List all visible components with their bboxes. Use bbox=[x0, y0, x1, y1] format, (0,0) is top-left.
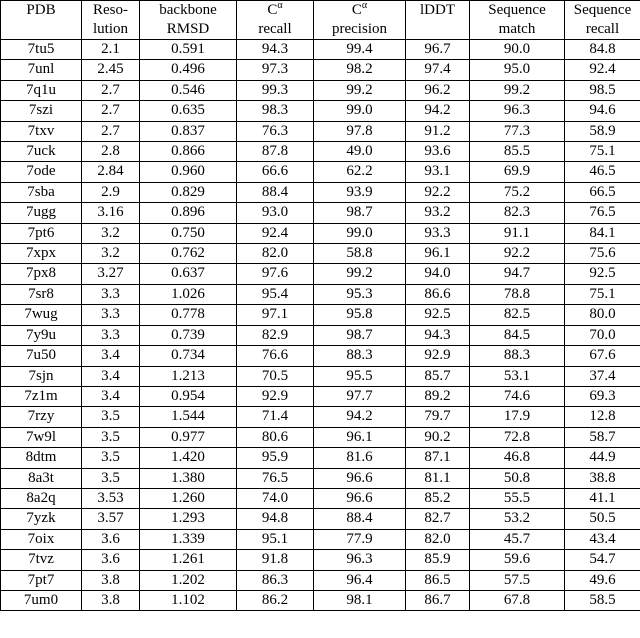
table-row bbox=[1, 488, 640, 508]
table-row bbox=[1, 590, 640, 610]
table-cell: 3.2 bbox=[82, 244, 140, 264]
table-cell: 85.7 bbox=[406, 366, 470, 386]
table-cell: 7unl bbox=[1, 60, 82, 80]
table-cell: 3.27 bbox=[82, 264, 140, 284]
table-cell: 84.1 bbox=[565, 223, 640, 243]
column-header-line2: precision bbox=[332, 21, 387, 37]
table-cell: 96.2 bbox=[406, 80, 470, 100]
table-cell: 3.4 bbox=[82, 366, 140, 386]
table-cell: 71.4 bbox=[237, 407, 314, 427]
table-cell: 1.380 bbox=[140, 468, 237, 488]
table-cell: 7sjn bbox=[1, 366, 82, 386]
table-cell: 75.6 bbox=[565, 244, 640, 264]
table-cell: 97.3 bbox=[237, 60, 314, 80]
table-cell: 75.1 bbox=[565, 284, 640, 304]
table-cell: 93.6 bbox=[406, 142, 470, 162]
table-cell: 1.293 bbox=[140, 509, 237, 529]
table-cell: 66.6 bbox=[237, 162, 314, 182]
table-cell: 80.0 bbox=[565, 305, 640, 325]
table-cell: 92.2 bbox=[406, 182, 470, 202]
table-cell: 55.5 bbox=[470, 488, 565, 508]
table-row bbox=[1, 244, 640, 264]
table-cell: 3.16 bbox=[82, 203, 140, 223]
table-cell: 76.5 bbox=[237, 468, 314, 488]
table-cell: 69.9 bbox=[470, 162, 565, 182]
table-cell: 3.53 bbox=[82, 488, 140, 508]
table-cell: 1.102 bbox=[140, 590, 237, 610]
table-cell: 58.7 bbox=[565, 427, 640, 447]
table-cell: 0.778 bbox=[140, 305, 237, 325]
table-cell: 75.1 bbox=[565, 142, 640, 162]
table-cell: 84.8 bbox=[565, 40, 640, 60]
table-row bbox=[1, 448, 640, 468]
table-cell: 3.4 bbox=[82, 346, 140, 366]
table-cell: 1.544 bbox=[140, 407, 237, 427]
table-cell: 7txv bbox=[1, 121, 82, 141]
column-header-line2: recall bbox=[258, 21, 292, 37]
table-cell: 86.2 bbox=[237, 590, 314, 610]
table-cell: 3.4 bbox=[82, 386, 140, 406]
table-cell: 7w9l bbox=[1, 427, 82, 447]
alpha-superscript: α bbox=[277, 0, 283, 11]
column-header bbox=[82, 1, 140, 40]
table-cell: 3.3 bbox=[82, 305, 140, 325]
table-cell: 93.2 bbox=[406, 203, 470, 223]
table-cell: 95.9 bbox=[237, 448, 314, 468]
table-cell: 97.1 bbox=[237, 305, 314, 325]
table-row bbox=[1, 550, 640, 570]
column-header bbox=[140, 1, 237, 40]
table-cell: 78.8 bbox=[470, 284, 565, 304]
table-cell: 12.8 bbox=[565, 407, 640, 427]
column-header-line1: $C^\alpha$ bbox=[267, 0, 283, 18]
table-cell: 0.637 bbox=[140, 264, 237, 284]
table-cell: 99.0 bbox=[314, 101, 406, 121]
table-row bbox=[1, 203, 640, 223]
column-header bbox=[1, 1, 82, 40]
column-header-line1: lDDT bbox=[420, 2, 455, 18]
table-cell: 80.6 bbox=[237, 427, 314, 447]
table-cell: 7tvz bbox=[1, 550, 82, 570]
table-cell: 88.3 bbox=[314, 346, 406, 366]
table-cell: 77.9 bbox=[314, 529, 406, 549]
table-cell: 94.3 bbox=[406, 325, 470, 345]
table-cell: 7uck bbox=[1, 142, 82, 162]
table-cell: 3.5 bbox=[82, 407, 140, 427]
table-cell: 82.0 bbox=[406, 529, 470, 549]
table-cell: 99.2 bbox=[470, 80, 565, 100]
table-cell: 1.261 bbox=[140, 550, 237, 570]
table-cell: 91.2 bbox=[406, 121, 470, 141]
table-row bbox=[1, 264, 640, 284]
table-cell: 82.5 bbox=[470, 305, 565, 325]
table-cell: 7um0 bbox=[1, 590, 82, 610]
column-header-line1: PDB bbox=[26, 2, 56, 18]
table-cell: 7y9u bbox=[1, 325, 82, 345]
table-cell: 1.202 bbox=[140, 570, 237, 590]
table-cell: 38.8 bbox=[565, 468, 640, 488]
table-cell: 88.3 bbox=[470, 346, 565, 366]
table-cell: 8dtm bbox=[1, 448, 82, 468]
table-cell: 99.2 bbox=[314, 264, 406, 284]
table-cell: 86.5 bbox=[406, 570, 470, 590]
table-cell: 0.635 bbox=[140, 101, 237, 121]
table-cell: 3.3 bbox=[82, 325, 140, 345]
table-cell: 96.6 bbox=[314, 468, 406, 488]
table-cell: 58.8 bbox=[314, 244, 406, 264]
table-cell: 2.45 bbox=[82, 60, 140, 80]
table-cell: 95.3 bbox=[314, 284, 406, 304]
column-header-line1: Sequence bbox=[573, 2, 632, 18]
table-cell: 3.5 bbox=[82, 448, 140, 468]
table-cell: 0.896 bbox=[140, 203, 237, 223]
table-row bbox=[1, 40, 640, 60]
table-cell: 85.5 bbox=[470, 142, 565, 162]
table-cell: 74.6 bbox=[470, 386, 565, 406]
table-cell: 93.1 bbox=[406, 162, 470, 182]
table-cell: 92.9 bbox=[406, 346, 470, 366]
table-cell: 2.7 bbox=[82, 121, 140, 141]
table-cell: 7pt6 bbox=[1, 223, 82, 243]
table-cell: 0.496 bbox=[140, 60, 237, 80]
table-cell: 85.9 bbox=[406, 550, 470, 570]
table-cell: 7ugg bbox=[1, 203, 82, 223]
table-cell: 3.2 bbox=[82, 223, 140, 243]
table-cell: 98.7 bbox=[314, 203, 406, 223]
table-row bbox=[1, 427, 640, 447]
table-cell: 92.5 bbox=[565, 264, 640, 284]
table-cell: 95.0 bbox=[470, 60, 565, 80]
column-header-line1: $C^\alpha$ bbox=[351, 0, 368, 18]
table-cell: 3.8 bbox=[82, 570, 140, 590]
table-cell: 99.4 bbox=[314, 40, 406, 60]
table-cell: 98.5 bbox=[565, 80, 640, 100]
column-header bbox=[406, 1, 470, 40]
table-cell: 97.4 bbox=[406, 60, 470, 80]
table-cell: 99.3 bbox=[237, 80, 314, 100]
table-cell: 72.8 bbox=[470, 427, 565, 447]
table-cell: 46.8 bbox=[470, 448, 565, 468]
table-cell: 2.7 bbox=[82, 80, 140, 100]
table-cell: 94.7 bbox=[470, 264, 565, 284]
table-cell: 77.3 bbox=[470, 121, 565, 141]
table-cell: 92.5 bbox=[406, 305, 470, 325]
table-row bbox=[1, 366, 640, 386]
table-cell: 96.7 bbox=[406, 40, 470, 60]
table-cell: 92.4 bbox=[565, 60, 640, 80]
table-row bbox=[1, 325, 640, 345]
table-cell: 96.6 bbox=[314, 488, 406, 508]
table-cell: 75.2 bbox=[470, 182, 565, 202]
table-cell: 91.8 bbox=[237, 550, 314, 570]
table-row bbox=[1, 468, 640, 488]
table-cell: 93.3 bbox=[406, 223, 470, 243]
table-cell: 95.5 bbox=[314, 366, 406, 386]
column-header bbox=[470, 1, 565, 40]
table-cell: 98.3 bbox=[237, 101, 314, 121]
table-cell: 7sba bbox=[1, 182, 82, 202]
table-cell: 94.3 bbox=[237, 40, 314, 60]
table-cell: 94.0 bbox=[406, 264, 470, 284]
column-header bbox=[565, 1, 640, 40]
table-cell: 7ode bbox=[1, 162, 82, 182]
table-cell: 3.5 bbox=[82, 468, 140, 488]
table-cell: 96.4 bbox=[314, 570, 406, 590]
table-cell: 59.6 bbox=[470, 550, 565, 570]
table-cell: 0.954 bbox=[140, 386, 237, 406]
table-cell: 1.420 bbox=[140, 448, 237, 468]
table-cell: 58.5 bbox=[565, 590, 640, 610]
table-cell: 1.026 bbox=[140, 284, 237, 304]
column-header-line1: backbone bbox=[159, 2, 217, 18]
table-cell: 86.3 bbox=[237, 570, 314, 590]
table-cell: 70.5 bbox=[237, 366, 314, 386]
table-row bbox=[1, 142, 640, 162]
column-header-line2: recall bbox=[585, 21, 620, 37]
table-body bbox=[1, 40, 640, 611]
table-row bbox=[1, 407, 640, 427]
table-cell: 0.977 bbox=[140, 427, 237, 447]
table-cell: 97.8 bbox=[314, 121, 406, 141]
table-cell: 0.960 bbox=[140, 162, 237, 182]
table-row bbox=[1, 60, 640, 80]
table-cell: 2.1 bbox=[82, 40, 140, 60]
table-cell: 84.5 bbox=[470, 325, 565, 345]
table-cell: 7oix bbox=[1, 529, 82, 549]
table-cell: 0.829 bbox=[140, 182, 237, 202]
table-cell: 7yzk bbox=[1, 509, 82, 529]
column-header-line2: RMSD bbox=[166, 21, 210, 37]
table-cell: 70.0 bbox=[565, 325, 640, 345]
table-cell: 87.8 bbox=[237, 142, 314, 162]
table-cell: 92.9 bbox=[237, 386, 314, 406]
table-cell: 90.2 bbox=[406, 427, 470, 447]
table-row bbox=[1, 570, 640, 590]
column-header-line1: Sequence bbox=[488, 2, 546, 18]
table-cell: 8a3t bbox=[1, 468, 82, 488]
table-cell: 62.2 bbox=[314, 162, 406, 182]
column-header bbox=[314, 1, 406, 40]
table-cell: 69.3 bbox=[565, 386, 640, 406]
table-cell: 94.2 bbox=[406, 101, 470, 121]
table-cell: 95.4 bbox=[237, 284, 314, 304]
table-cell: 96.3 bbox=[470, 101, 565, 121]
table-cell: 96.1 bbox=[314, 427, 406, 447]
table-cell: 2.7 bbox=[82, 101, 140, 121]
table-cell: 1.260 bbox=[140, 488, 237, 508]
table-row bbox=[1, 101, 640, 121]
table-cell: 0.750 bbox=[140, 223, 237, 243]
column-header-line2: match bbox=[498, 21, 536, 37]
table-row bbox=[1, 182, 640, 202]
table-cell: 92.2 bbox=[470, 244, 565, 264]
table-cell: 79.7 bbox=[406, 407, 470, 427]
table-cell: 49.6 bbox=[565, 570, 640, 590]
table-cell: 3.8 bbox=[82, 590, 140, 610]
table-cell: 1.339 bbox=[140, 529, 237, 549]
table-cell: 0.866 bbox=[140, 142, 237, 162]
table-cell: 88.4 bbox=[314, 509, 406, 529]
table-cell: 2.8 bbox=[82, 142, 140, 162]
table-cell: 98.2 bbox=[314, 60, 406, 80]
table-cell: 0.739 bbox=[140, 325, 237, 345]
column-header bbox=[237, 1, 314, 40]
table-cell: 93.9 bbox=[314, 182, 406, 202]
table-cell: 54.7 bbox=[565, 550, 640, 570]
table-cell: 98.1 bbox=[314, 590, 406, 610]
table-cell: 91.1 bbox=[470, 223, 565, 243]
table-cell: 96.3 bbox=[314, 550, 406, 570]
table-cell: 99.0 bbox=[314, 223, 406, 243]
table-row bbox=[1, 162, 640, 182]
table-cell: 7xpx bbox=[1, 244, 82, 264]
table-cell: 81.6 bbox=[314, 448, 406, 468]
table-cell: 94.8 bbox=[237, 509, 314, 529]
table-cell: 44.9 bbox=[565, 448, 640, 468]
table-cell: 3.3 bbox=[82, 284, 140, 304]
table-cell: 81.1 bbox=[406, 468, 470, 488]
table-cell: 7u50 bbox=[1, 346, 82, 366]
table-cell: 45.7 bbox=[470, 529, 565, 549]
table-row bbox=[1, 305, 640, 325]
table-cell: 53.1 bbox=[470, 366, 565, 386]
table-cell: 53.2 bbox=[470, 509, 565, 529]
table-cell: 92.4 bbox=[237, 223, 314, 243]
table-cell: 3.6 bbox=[82, 529, 140, 549]
table-cell: 89.2 bbox=[406, 386, 470, 406]
table-row bbox=[1, 80, 640, 100]
table-cell: 76.6 bbox=[237, 346, 314, 366]
table-cell: 93.0 bbox=[237, 203, 314, 223]
column-header-line2: lution bbox=[92, 21, 128, 37]
table-cell: 8a2q bbox=[1, 488, 82, 508]
table-row bbox=[1, 346, 640, 366]
header-row bbox=[1, 1, 640, 40]
table-cell: 37.4 bbox=[565, 366, 640, 386]
table-cell: 82.7 bbox=[406, 509, 470, 529]
table-cell: 86.7 bbox=[406, 590, 470, 610]
table-cell: 7tu5 bbox=[1, 40, 82, 60]
table-cell: 41.1 bbox=[565, 488, 640, 508]
table-cell: 7sr8 bbox=[1, 284, 82, 304]
table-cell: 94.2 bbox=[314, 407, 406, 427]
table-row bbox=[1, 223, 640, 243]
table-cell: 2.9 bbox=[82, 182, 140, 202]
table-cell: 57.5 bbox=[470, 570, 565, 590]
table-cell: 7px8 bbox=[1, 264, 82, 284]
table-cell: 67.6 bbox=[565, 346, 640, 366]
table-cell: 76.5 bbox=[565, 203, 640, 223]
table-row bbox=[1, 284, 640, 304]
table-cell: 7z1m bbox=[1, 386, 82, 406]
table-cell: 0.762 bbox=[140, 244, 237, 264]
table-cell: 95.1 bbox=[237, 529, 314, 549]
table-cell: 0.734 bbox=[140, 346, 237, 366]
table-cell: 0.546 bbox=[140, 80, 237, 100]
table-cell: 50.5 bbox=[565, 509, 640, 529]
table-cell: 97.6 bbox=[237, 264, 314, 284]
table-cell: 1.213 bbox=[140, 366, 237, 386]
table-cell: 7szi bbox=[1, 101, 82, 121]
table-cell: 46.5 bbox=[565, 162, 640, 182]
alpha-superscript: α bbox=[361, 0, 368, 11]
table-cell: 82.0 bbox=[237, 244, 314, 264]
table-cell: 74.0 bbox=[237, 488, 314, 508]
table-cell: 3.57 bbox=[82, 509, 140, 529]
table-cell: 82.9 bbox=[237, 325, 314, 345]
table-cell: 82.3 bbox=[470, 203, 565, 223]
table-row bbox=[1, 509, 640, 529]
table-cell: 87.1 bbox=[406, 448, 470, 468]
table-cell: 67.8 bbox=[470, 590, 565, 610]
table-cell: 66.5 bbox=[565, 182, 640, 202]
table-row bbox=[1, 121, 640, 141]
table-cell: 49.0 bbox=[314, 142, 406, 162]
table-cell: 0.837 bbox=[140, 121, 237, 141]
table-cell: 99.2 bbox=[314, 80, 406, 100]
table-cell: 7wug bbox=[1, 305, 82, 325]
table-cell: 58.9 bbox=[565, 121, 640, 141]
table-cell: 7rzy bbox=[1, 407, 82, 427]
table-cell: 96.1 bbox=[406, 244, 470, 264]
table-cell: 2.84 bbox=[82, 162, 140, 182]
table-row bbox=[1, 529, 640, 549]
table-cell: 0.591 bbox=[140, 40, 237, 60]
table-cell: 88.4 bbox=[237, 182, 314, 202]
table-cell: 76.3 bbox=[237, 121, 314, 141]
table-cell: 3.5 bbox=[82, 427, 140, 447]
table-cell: 86.6 bbox=[406, 284, 470, 304]
table-cell: 50.8 bbox=[470, 468, 565, 488]
table-cell: 3.6 bbox=[82, 550, 140, 570]
table-cell: 97.7 bbox=[314, 386, 406, 406]
table-cell: 17.9 bbox=[470, 407, 565, 427]
table-cell: 85.2 bbox=[406, 488, 470, 508]
table-cell: 95.8 bbox=[314, 305, 406, 325]
table-row bbox=[1, 386, 640, 406]
column-header-line1: Reso- bbox=[93, 2, 128, 18]
table-cell: 7pt7 bbox=[1, 570, 82, 590]
table-cell: 98.7 bbox=[314, 325, 406, 345]
table-cell: 90.0 bbox=[470, 40, 565, 60]
table-cell: 43.4 bbox=[565, 529, 640, 549]
table-cell: 94.6 bbox=[565, 101, 640, 121]
table-cell: 7q1u bbox=[1, 80, 82, 100]
